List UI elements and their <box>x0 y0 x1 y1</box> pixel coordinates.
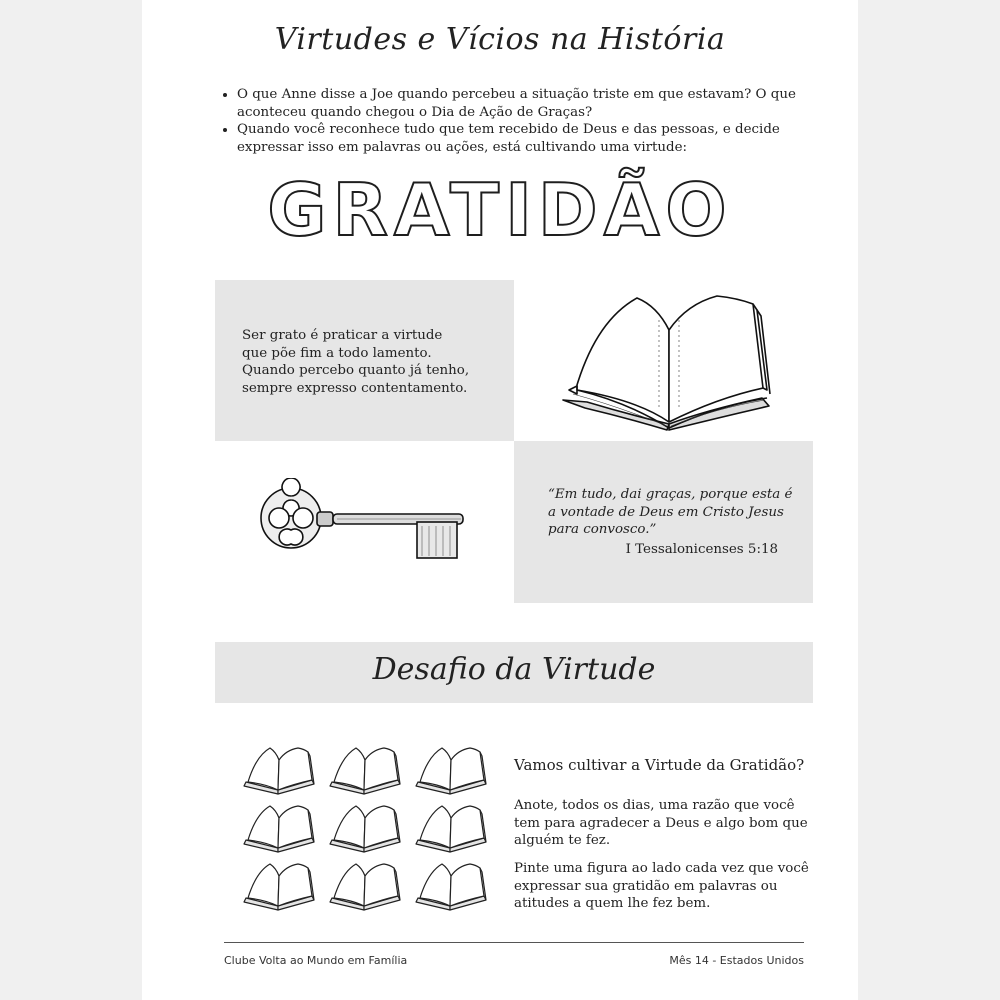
footer-divider <box>224 942 804 943</box>
book-coloring-icon <box>328 804 402 854</box>
book-coloring-icon <box>414 862 488 912</box>
book-coloring-icon <box>242 862 316 912</box>
poem-text <box>242 327 469 397</box>
question-item-2: • Quando você reconhece tudo que tem recebido de Deus e das pessoas, e decide expressar isso em palavras ou ações, está cultivando uma virtude: <box>237 121 837 156</box>
book-coloring-icon <box>242 746 316 796</box>
book-coloring-icon <box>242 804 316 854</box>
key-illustration <box>257 478 472 564</box>
book-coloring-icon <box>328 862 402 912</box>
worksheet-page <box>142 0 858 1000</box>
footer-month-label: Mês 14 - Estados Unidos <box>669 954 804 967</box>
bible-verse-reference: I Tessalonicenses 5:18 <box>625 542 778 557</box>
book-coloring-grid <box>242 746 498 916</box>
poem-line-4: sempre expresso contentamento. <box>242 380 468 396</box>
book-coloring-icon <box>414 804 488 854</box>
open-book-illustration <box>557 290 772 435</box>
book-coloring-icon <box>328 746 402 796</box>
poem-line-1: Ser grato é praticar a virtude <box>242 328 443 343</box>
question-item-1: • O que Anne disse a Joe quando percebeu a situação triste em que estavam? O que aconteceu quando chegou o Dia de Ação de Graças? <box>237 86 837 121</box>
challenge-title: Desafio da Virtude <box>372 652 656 687</box>
challenge-banner <box>215 642 813 703</box>
challenge-instruction-1: Anote, todos os dias, uma razão que você tem para agradecer a Deus e algo bom que alguém te fez. <box>514 798 808 848</box>
challenge-question: Vamos cultivar a Virtude da Gratidão? <box>514 756 805 774</box>
page-title: Virtudes e Vícios na História <box>274 22 726 57</box>
bible-verse-quote: “Em tudo, dai graças, porque esta é a vontade de Deus em Cristo Jesus para convosco.” <box>548 487 793 537</box>
poem-line-2: que põe fim a todo lamento. <box>242 345 432 361</box>
book-coloring-icon <box>414 746 488 796</box>
footer-club-name: Clube Volta ao Mundo em Família <box>224 954 408 967</box>
poem-line-3: Quando percebo quanto já tenho, <box>242 363 470 378</box>
virtue-word-outline: GRATIDÃO <box>267 168 733 252</box>
question-list <box>215 86 837 156</box>
challenge-instruction-2: Pinte uma figura ao lado cada vez que você expressar sua gratidão em palavras ou atitudes a quem lhe fez bem. <box>514 861 809 911</box>
